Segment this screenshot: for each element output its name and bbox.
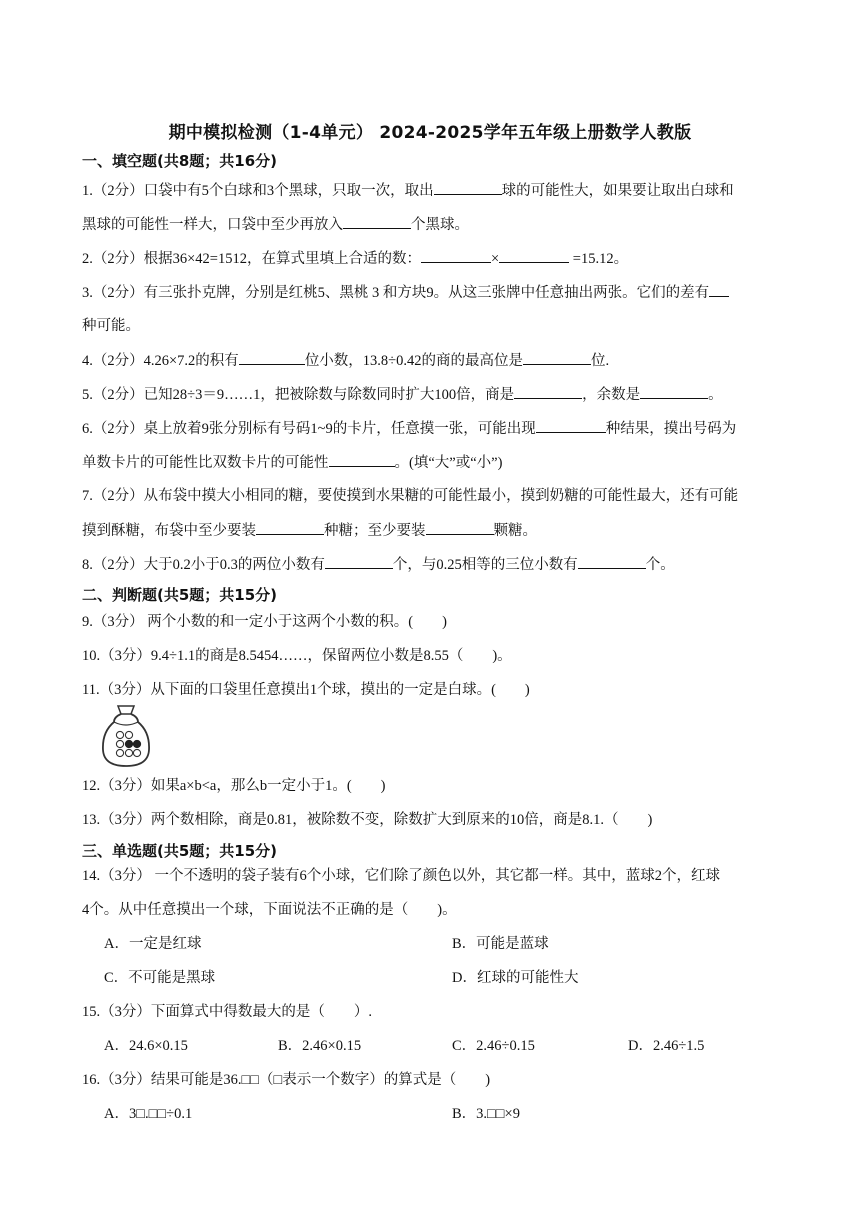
answer-blank[interactable] bbox=[426, 520, 494, 535]
section-fill-in: 一、填空题(共8题；共16分) bbox=[82, 152, 278, 170]
option-a[interactable]: A．一定是红球 bbox=[104, 936, 202, 952]
option-a[interactable]: A．3□.□□÷0.1 bbox=[104, 1106, 193, 1122]
question-5: 5.（2分）已知28÷3＝9……1，把被除数与除数同时扩大100倍，商是 ，余数是 。 bbox=[82, 384, 723, 405]
answer-blank[interactable] bbox=[514, 384, 582, 399]
answer-blank[interactable] bbox=[239, 350, 305, 365]
question-7-line-1: 7.（2分）从布袋中摸大小相同的糖，要使摸到水果糖的可能性最小，摸到奶糖的可能性最大，还有可能 bbox=[82, 488, 739, 504]
question-11: 11.（3分）从下面的口袋里任意摸出1个球，摸出的一定是白球。( ) bbox=[82, 682, 530, 698]
answer-blank[interactable] bbox=[578, 554, 646, 569]
question-14-line-2: 4个。从中任意摸出一个球，下面说法不正确的是（ )。 bbox=[82, 902, 457, 918]
option-c[interactable]: C．不可能是黑球 bbox=[104, 970, 216, 986]
option-b[interactable]: B．可能是蓝球 bbox=[452, 936, 549, 952]
answer-blank[interactable] bbox=[499, 248, 569, 263]
question-7-line-2: 摸到酥糖，布袋中至少要装 种糖；至少要装 颗糖。 bbox=[82, 520, 537, 541]
section-single-choice: 三、单选题(共5题；共15分) bbox=[82, 842, 278, 860]
answer-blank[interactable] bbox=[640, 384, 708, 399]
answer-blank[interactable] bbox=[325, 554, 393, 569]
question-9: 9.（3分） 两个小数的和一定小于这两个小数的积。( ) bbox=[82, 614, 447, 630]
question-13: 13.（3分）两个数相除，商是0.81，被除数不变，除数扩大到原来的10倍，商是8.1.（ ) bbox=[82, 812, 653, 828]
option-b[interactable]: B．3.□□×9 bbox=[452, 1106, 520, 1122]
option-a[interactable]: A．24.6×0.15 bbox=[104, 1038, 188, 1054]
option-b[interactable]: B．2.46×0.15 bbox=[278, 1038, 362, 1054]
question-6-line-2: 单数卡片的可能性比双数卡片的可能性 。(填“大”或“小”) bbox=[82, 452, 502, 473]
question-3-line-2: 种可能。 bbox=[82, 318, 140, 334]
question-1-line-1: 1.（2分）口袋中有5个白球和3个黑球，只取一次，取出 球的可能性大，如果要让取出白球和 bbox=[82, 180, 734, 201]
option-d[interactable]: D．2.46÷1.5 bbox=[628, 1038, 705, 1054]
question-6-line-1: 6.（2分）桌上放着9张分别标有号码1~9的卡片，任意摸一张，可能出现 种结果，摸出号码为 bbox=[82, 418, 736, 439]
question-3-line-1: 3.（2分）有三张扑克牌，分别是红桃5、黑桃 3 和方块9。从这三张牌中任意抽出两张。它们的差有 bbox=[82, 282, 729, 303]
answer-blank[interactable] bbox=[421, 248, 491, 263]
question-16: 16.（3分）结果可能是36.□□（□表示一个数字）的算式是（ ) bbox=[82, 1072, 491, 1088]
answer-blank[interactable] bbox=[329, 452, 395, 467]
answer-blank[interactable] bbox=[709, 282, 729, 297]
section-true-false: 二、判断题(共5题；共15分) bbox=[82, 586, 278, 604]
question-1-line-2: 黑球的可能性一样大，口袋中至少再放入 个黑球。 bbox=[82, 214, 469, 235]
question-4: 4.（2分）4.26×7.2的积有 位小数，13.8÷0.42的商的最高位是 位. bbox=[82, 350, 609, 371]
question-2: 2.（2分）根据36×42=1512，在算式里填上合适的数： × =15.12。 bbox=[82, 248, 628, 269]
answer-blank[interactable] bbox=[536, 418, 606, 433]
answer-blank[interactable] bbox=[256, 520, 324, 535]
option-c[interactable]: C．2.46÷0.15 bbox=[452, 1038, 535, 1054]
answer-blank[interactable] bbox=[523, 350, 591, 365]
question-12: 12.（3分）如果a×b<a，那么b一定小于1。( ) bbox=[82, 778, 386, 794]
ball-bag-illustration bbox=[100, 702, 152, 768]
question-8: 8.（2分）大于0.2小于0.3的两位小数有 个，与0.25相等的三位小数有 个。 bbox=[82, 554, 675, 575]
question-10: 10.（3分）9.4÷1.1的商是8.5454……，保留两位小数是8.55（ )。 bbox=[82, 648, 512, 664]
question-15: 15.（3分）下面算式中得数最大的是（ ）. bbox=[82, 1004, 372, 1020]
question-14-line-1: 14.（3分） 一个不透明的袋子装有6个小球，它们除了颜色以外，其它都一样。其中，蓝球2个，红球 bbox=[82, 868, 720, 884]
option-d[interactable]: D．红球的可能性大 bbox=[452, 970, 579, 986]
answer-blank[interactable] bbox=[434, 180, 502, 195]
answer-blank[interactable] bbox=[343, 214, 411, 229]
page-title: 期中模拟检测（1-4单元） 2024-2025学年五年级上册数学人教版 bbox=[168, 123, 692, 143]
